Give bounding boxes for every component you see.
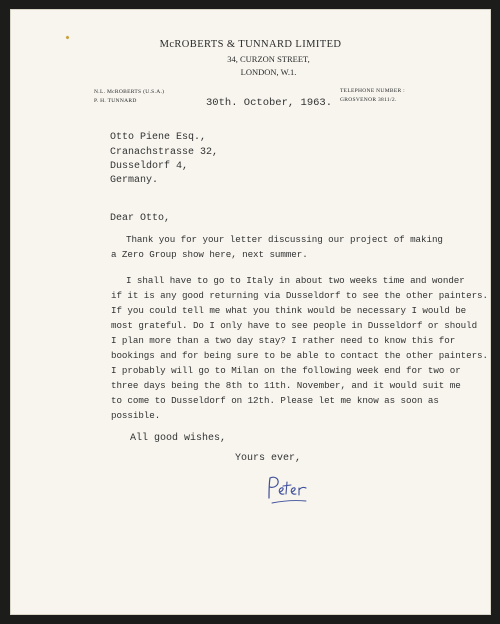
body-line: I probably will go to Milan on the following week end for two or [111, 365, 461, 376]
telephone-number: GROSVENOR 3811/2. [340, 97, 397, 103]
body-line: a Zero Group show here, next summer. [111, 249, 308, 260]
telephone-label: TELEPHONE NUMBER : [340, 88, 405, 94]
body-line: three days being the 8th to 11th. November, and it would suit me [111, 380, 461, 391]
body-line: Thank you for your letter discussing our project of making [126, 234, 443, 245]
recipient-line: Otto Piene Esq., [110, 132, 207, 143]
director-1: N.L. McROBERTS (U.S.A.) [94, 89, 165, 95]
body-line: most grateful. Do I only have to see people in Dusseldorf or should [111, 320, 478, 331]
body-line: bookings and for being sure to be able to contact the other painters. [111, 350, 488, 361]
salutation: Dear Otto, [110, 213, 171, 224]
recipient-line: Cranachstrasse 32, [110, 147, 219, 158]
recipient-line: Germany. [110, 175, 159, 186]
company-city: LONDON, W.1. [240, 67, 297, 77]
closing: All good wishes, [130, 433, 227, 444]
company-street: 34, CURZON STREET, [227, 54, 310, 64]
body-line: if it is any good returning via Dusseldorf to see the other painters. [111, 290, 488, 301]
recipient-line: Dusseldorf 4, [110, 161, 189, 172]
letter-date: 30th. October, 1963. [206, 97, 333, 109]
body-line: to come to Dusseldorf on 12th. Please let me know as soon as [111, 395, 439, 406]
body-line: I plan more than a two day stay? I rather need to know this for [111, 335, 456, 346]
director-2: P. H. TUNNARD [94, 98, 137, 104]
letter-page [10, 9, 491, 615]
company-name: McROBERTS & TUNNARD LIMITED [159, 39, 342, 50]
signoff: Yours ever, [235, 453, 302, 464]
body-line: I shall have to go to Italy in about two weeks time and wonder [126, 275, 465, 286]
body-line: If you could tell me what you think would be necessary I would be [111, 305, 467, 316]
handwritten-signature [262, 472, 312, 506]
body-line: possible. [111, 410, 161, 421]
